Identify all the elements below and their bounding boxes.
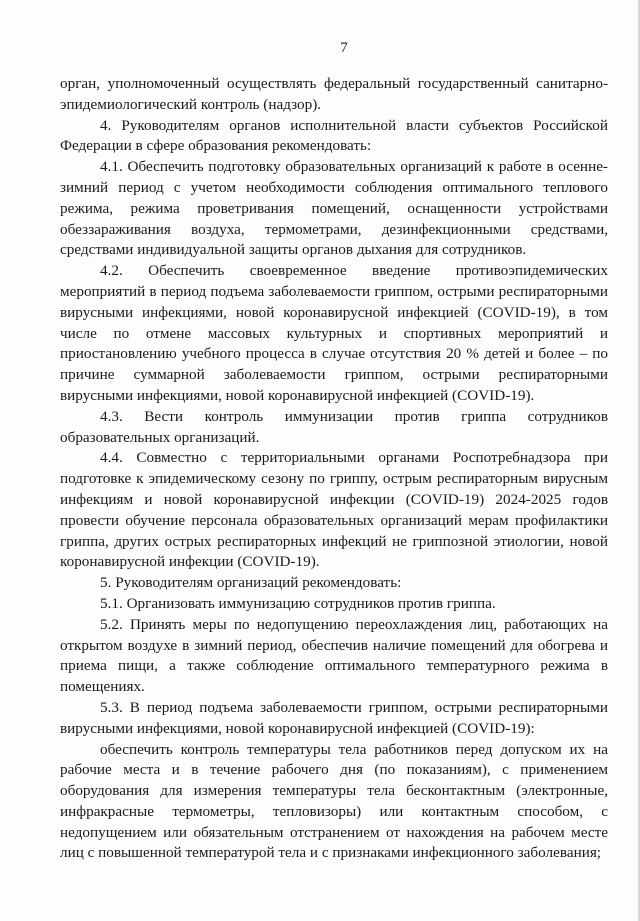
paragraph-4-4: 4.4. Совместно с территориальными органами Роспотребнадзора при подготовке к эпидемическому сезону по гриппу, острым респираторным вирусным инфекциям и новой коронавирусной инфекции (COVID-19) 2024-2025 годов провести обучение персонала образовательных организаций мерам профилактики гриппа, других острых респираторных инфекций не гриппозной этиологии, новой коронавирусной инфекции (COVID-19). (60, 449, 608, 571)
paragraph-5-3: 5.3. В период подъема заболеваемости гриппом, острыми респираторными вирусными инфекциями, новой коронавирусной инфекцией (COVID-19): (60, 698, 608, 737)
paragraph-4-2: 4.2. Обеспечить своевременное введение противоэпидемических мероприятий в период подъема заболеваемости гриппом, острыми респираторными вирусными инфекциями, новой коронавирусной инфекцией (COVID-19), в том числе по отмене массовых культурных и спортивных мероприятий и приостановлению учебного процесса в случае отсутствия 20 % детей и более – по причине суммарной заболеваемости гриппом, острыми респираторными вирусными инфекциями, новой коронавирусной инфекцией (COVID-19). (60, 262, 608, 404)
paragraph-5-2: 5.2. Принять меры по недопущению переохлаждения лиц, работающих на открытом воздухе в зимний период, обеспечив наличие помещений для обогрева и приема пищи, а также соблюдение оптимального температурного режима в помещениях. (60, 615, 608, 696)
paragraph-continuation: орган, уполномоченный осуществлять федеральный государственный санитарно-эпидемиологический контроль (надзор). (60, 75, 608, 113)
page-number: 7 (340, 40, 348, 56)
paragraph-section-5: 5. Руководителям организаций рекомендовать: (100, 574, 402, 592)
paragraph-section-4: 4. Руководителям органов исполнительной власти субъектов Российской Федерации в сфере образования рекомендовать: (60, 116, 608, 155)
paragraph-4-1: 4.1. Обеспечить подготовку образовательных организаций к работе в осенне-зимний период с учетом необходимости соблюдения оптимального теплового режима, режима проветривания помещений, оснащенности устройствами обеззараживания воздуха, термометрами, дезинфекционными средствами, средствами индивидуальной защиты органов дыхания для сотрудников. (60, 158, 608, 259)
paragraph-5-1: 5.1. Организовать иммунизацию сотрудников против гриппа. (100, 594, 496, 612)
paragraph-5-3-item: обеспечить контроль температуры тела работников перед допуском их на рабочие места и в течение рабочего дня (по показаниям), с применением оборудования для измерения температуры тела бесконтактным (электронные, инфракрасные термометры, тепловизоры) или контактным способом, с недопущением или обязательным отстранением от нахождения на рабочем месте лиц с повышенной температурой тела и с признаками инфекционного заболевания; (60, 740, 608, 862)
paragraph-4-3: 4.3. Вести контроль иммунизации против гриппа сотрудников образовательных организаций. (60, 407, 608, 446)
